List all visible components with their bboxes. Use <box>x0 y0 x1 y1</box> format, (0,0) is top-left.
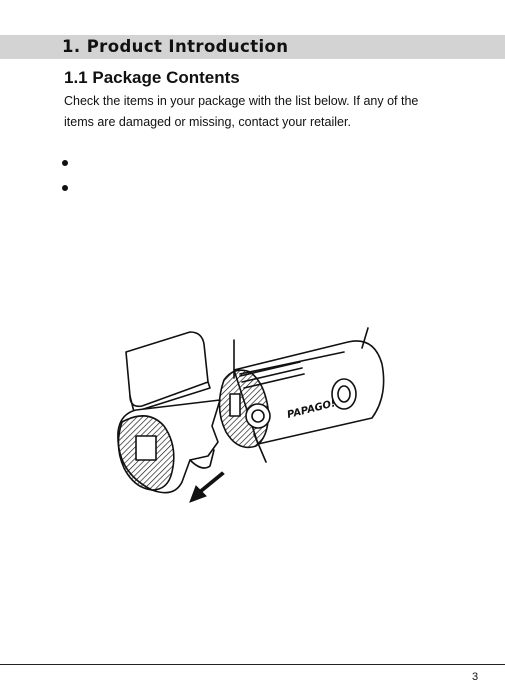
dashcam-mount-illustration <box>90 322 390 512</box>
list-bullet-1 <box>62 160 68 166</box>
adhesive-pad <box>126 332 208 406</box>
intro-line-2: items are damaged or missing, contact your retailer. <box>64 115 351 129</box>
section-title: 1. Product Introduction <box>62 37 289 56</box>
list-bullet-2 <box>62 185 68 191</box>
page-number: 3 <box>472 671 479 683</box>
camera-brand-text: PAPAGO! <box>286 398 337 421</box>
subsection-title: 1.1 Package Contents <box>64 68 240 87</box>
footer-divider <box>0 664 505 665</box>
intro-line-1: Check the items in your package with the list below. If any of the <box>64 94 419 108</box>
lens-outer <box>246 404 270 428</box>
direction-arrow <box>190 472 224 502</box>
